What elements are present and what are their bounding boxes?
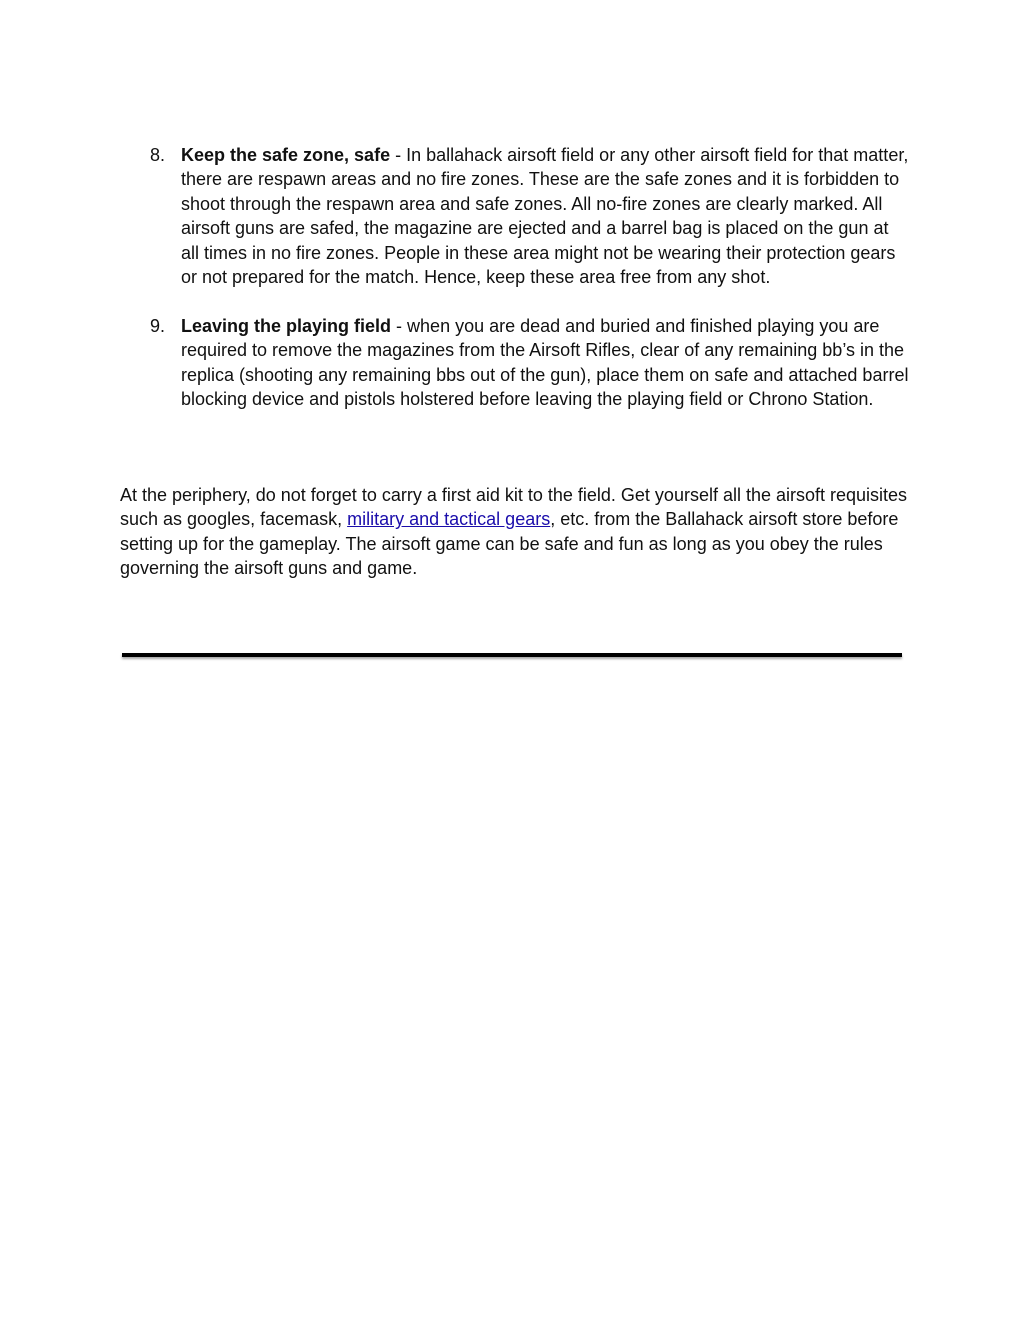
closing-paragraph	[120, 483, 910, 581]
list-item-body: - In ballahack airsoft field or any other airsoft field for that matter, there are respawn areas and no fire zones. These are the safe zones and it is forbidden to shoot through the respawn area and safe zones. All no-fire zones are clearly marked. All airsoft guns are safed, the magazine are ejected and a barrel bag is placed on the gun at all times in no fire zones. People in these area might not be wearing their protection gears or not prepared for the match. Hence, keep these area free from any shot.	[181, 145, 909, 288]
list-item	[120, 143, 910, 289]
closing-text-end: , etc. from the Ballahack airsoft store before setting up for the gameplay. The airsoft game can be safe and fun as long as you obey the rules governing the airsoft guns and game.	[120, 509, 899, 579]
list-item-body: - when you are dead and buried and finished playing you are required to remove the magazines from the Airsoft Rifles, clear of any remaining bb’s in the replica (shooting any remaining bbs out of the gun), place them on safe and attached barrel blocking device and pistols holstered before leaving the playing field or Chrono Station.	[181, 315, 909, 410]
horizontal-divider	[122, 653, 902, 657]
list-item-title: Leaving the playing field	[181, 315, 392, 336]
list-item	[120, 314, 910, 412]
list-item-title: Keep the safe zone, safe	[181, 145, 391, 165]
rules-list	[120, 143, 910, 436]
closing-text-start: At the periphery, do not forget to carry a first aid kit to the field. Get yourself all the airsoft requisites such as googles, facemask,	[120, 485, 908, 530]
list-item-number: 8.	[150, 145, 166, 165]
military-tactical-gears-link[interactable]: military and tactical gears	[347, 509, 551, 530]
list-item-number: 9.	[150, 315, 166, 336]
